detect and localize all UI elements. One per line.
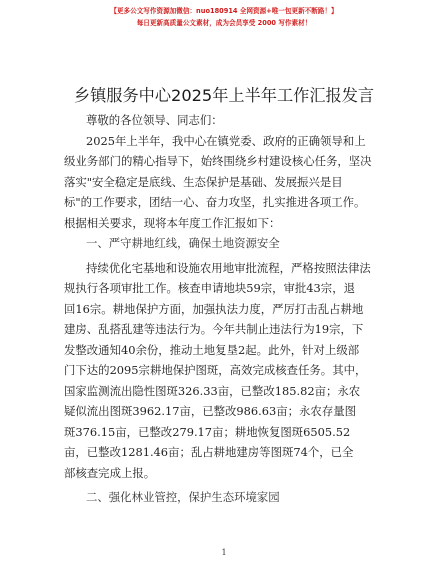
paragraph-line: 回16宗。耕地保护方面，加强执法力度，严厉打击乱占耕地 xyxy=(64,301,364,316)
paragraph-line: 亩，已整改1281.46亩；乱占耕地建房等图斑74个，已全 xyxy=(64,445,354,459)
paragraph-line: 部核查完成上报。 xyxy=(64,465,156,480)
document-body xyxy=(64,110,394,508)
paragraph-line: 国家监测流出隐性图斑326.33亩，已整改185.82亩；永农 xyxy=(64,383,361,398)
paragraph-line: 根据相关要求，现将本年度工作汇报如下： xyxy=(64,215,281,230)
page-number: 1 xyxy=(221,548,227,557)
paragraph-line: 疑似流出图斑3962.17亩，已整改986.63亩；永农存量图 xyxy=(64,404,356,418)
section-heading-2: 二、强化林业管控，保护生态环境家园 xyxy=(86,490,280,504)
salutation: 尊敬的各位领导、同志们： xyxy=(86,113,223,127)
paragraph-line: 发整改通知40余份，推动土地复垦2起。此外，针对上级部 xyxy=(64,342,360,357)
paragraph-line: 标"的工作要求，团结一心、奋力攻坚，扎实推进各项工作。 xyxy=(64,195,366,209)
section-1-paragraph xyxy=(64,258,394,484)
section-heading-1: 一、严守耕地红线，确保土地资源安全 xyxy=(86,236,280,250)
paragraph-line: 持续优化宅基地和设施农用地审批流程，严格按照法律法 xyxy=(86,260,371,275)
paragraph-line: 门下达的2095宗耕地保护图斑，高效完成核查任务。其中， xyxy=(64,363,367,377)
paragraph-line: 落实"安全稳定是底线、生态保护是基础、发展振兴是目 xyxy=(64,174,343,189)
paragraph-line: 2025年上半年，我中心在镇党委、政府的正确领导和上 xyxy=(86,133,366,148)
paragraph-line: 斑376.15亩，已整改279.17亩；耕地恢复图斑6505.52 xyxy=(64,424,351,439)
promo-banner-line-2: 每日更新高质量公文素材，成为会员享受 2000 写作素材！ xyxy=(136,19,312,27)
paragraph-line: 建房、乱搭乱建等违法行为。今年共制止违法行为19宗，下 xyxy=(64,322,364,336)
paragraph-line: 级业务部门的精心指导下，始终围绕乡村建设核心任务，坚决 xyxy=(64,154,372,168)
intro-paragraph xyxy=(64,131,394,234)
paragraph-line: 规执行各项审批工作。核查申请地块59宗，审批43宗，退 xyxy=(64,281,355,295)
document-title: 乡镇服务中心2025年上半年工作汇报发言 xyxy=(73,86,375,105)
promo-banner-line-1: 【更多公文写作资源加微信：nuo180914 全网资源+唯一包更新不断路！】 xyxy=(110,7,338,15)
